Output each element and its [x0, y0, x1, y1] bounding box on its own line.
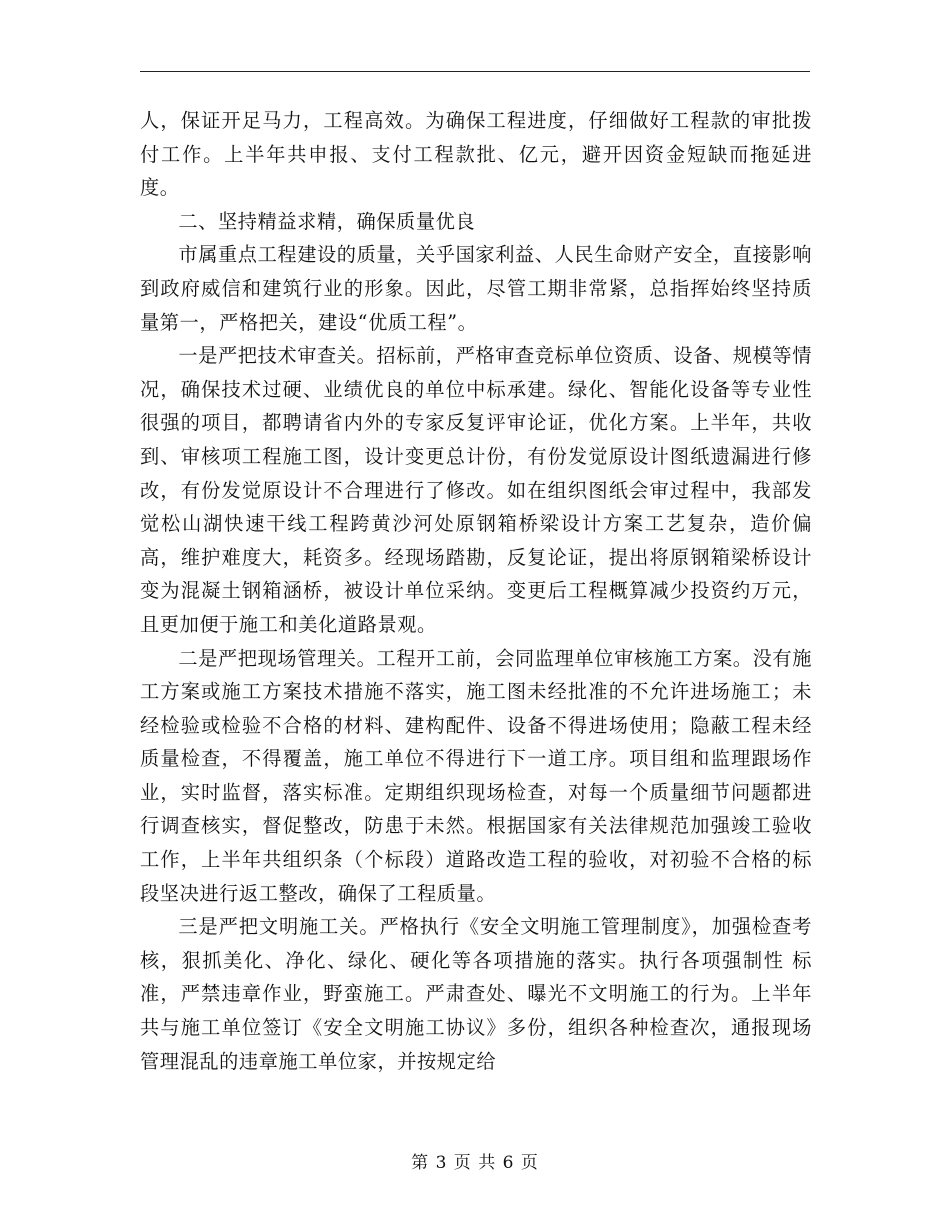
header-rule	[140, 71, 810, 72]
paragraph-civilized-construction: 三是严把文明施工关。严格执行《安全文明施工管理制度》，加强检查考核，狠抓美化、净化、绿化、硬化等各项措施的落实。执行各项强制性 标准，严禁违章作业，野蛮施工。严肃查处、曝光不文明施工的行为。上半年共与施工单位签订《安全文明施工协议》多份，组织各种检查次，通报现场管理混乱的违章施工单位家，并按规定给	[140, 915, 812, 1073]
paragraph-technical-review: 一是严把技术审查关。招标前，严格审查竞标单位资质、设备、规模等情况，确保技术过硬、业绩优良的单位中标承建。绿化、智能化设备等专业性很强的项目，都聘请省内外的专家反复评审论证，优化方案。上半年，共收到、审核项工程施工图，设计变更总计份，有份发觉原设计图纸遗漏进行修改，有份发觉原设计不合理进行了修改。如在组织图纸会审过程中，我部发觉松山湖快速干线工程跨黄沙河处原钢箱桥梁设计方案工艺复杂，造价偏高，维护难度大，耗资多。经现场踏勘，反复论证，提出将原钢箱梁桥设计变为混凝土钢箱涵桥，被设计单位采纳。变更后工程概算减少投资约万元，且更加便于施工和美化道路景观。	[140, 344, 812, 636]
document-body	[140, 104, 812, 1078]
paragraph-quality-intro: 市属重点工程建设的质量，关乎国家利益、人民生命财产安全，直接影响到政府威信和建筑行业的形象。因此，尽管工期非常紧，总指挥始终坚持质量第一，严格把关，建设“优质工程”。	[140, 243, 812, 334]
paragraph-continued: 人，保证开足马力，工程高效。为确保工程进度，仔细做好工程款的审批拨付工作。上半年共申报、支付工程款批、亿元，避开因资金短缺而拖延进度。	[140, 109, 812, 200]
page-number: 第 3 页 共 6 页	[411, 1153, 539, 1173]
paragraph-site-management: 二是严把现场管理关。工程开工前，会同监理单位审核施工方案。没有施工方案或施工方案技术措施不落实，施工图未经批准的不允许进场施工；未经检验或检验不合格的材料、建构配件、设备不得进场使用；隐蔽工程未经质量检查，不得覆盖，施工单位不得进行下一道工序。项目组和监理跟场作业，实时监督，落实标准。定期组织现场检查，对每一个质量细节问题都进行调查核实，督促整改，防患于未然。根据国家有关法律规范加强竣工验收工作，上半年共组织条（个标段）道路改造工程的验收，对初验不合格的标段坚决进行返工整改，确保了工程质量。	[140, 646, 812, 905]
section-heading: 二、坚持精益求精，确保质量优良	[178, 209, 476, 233]
